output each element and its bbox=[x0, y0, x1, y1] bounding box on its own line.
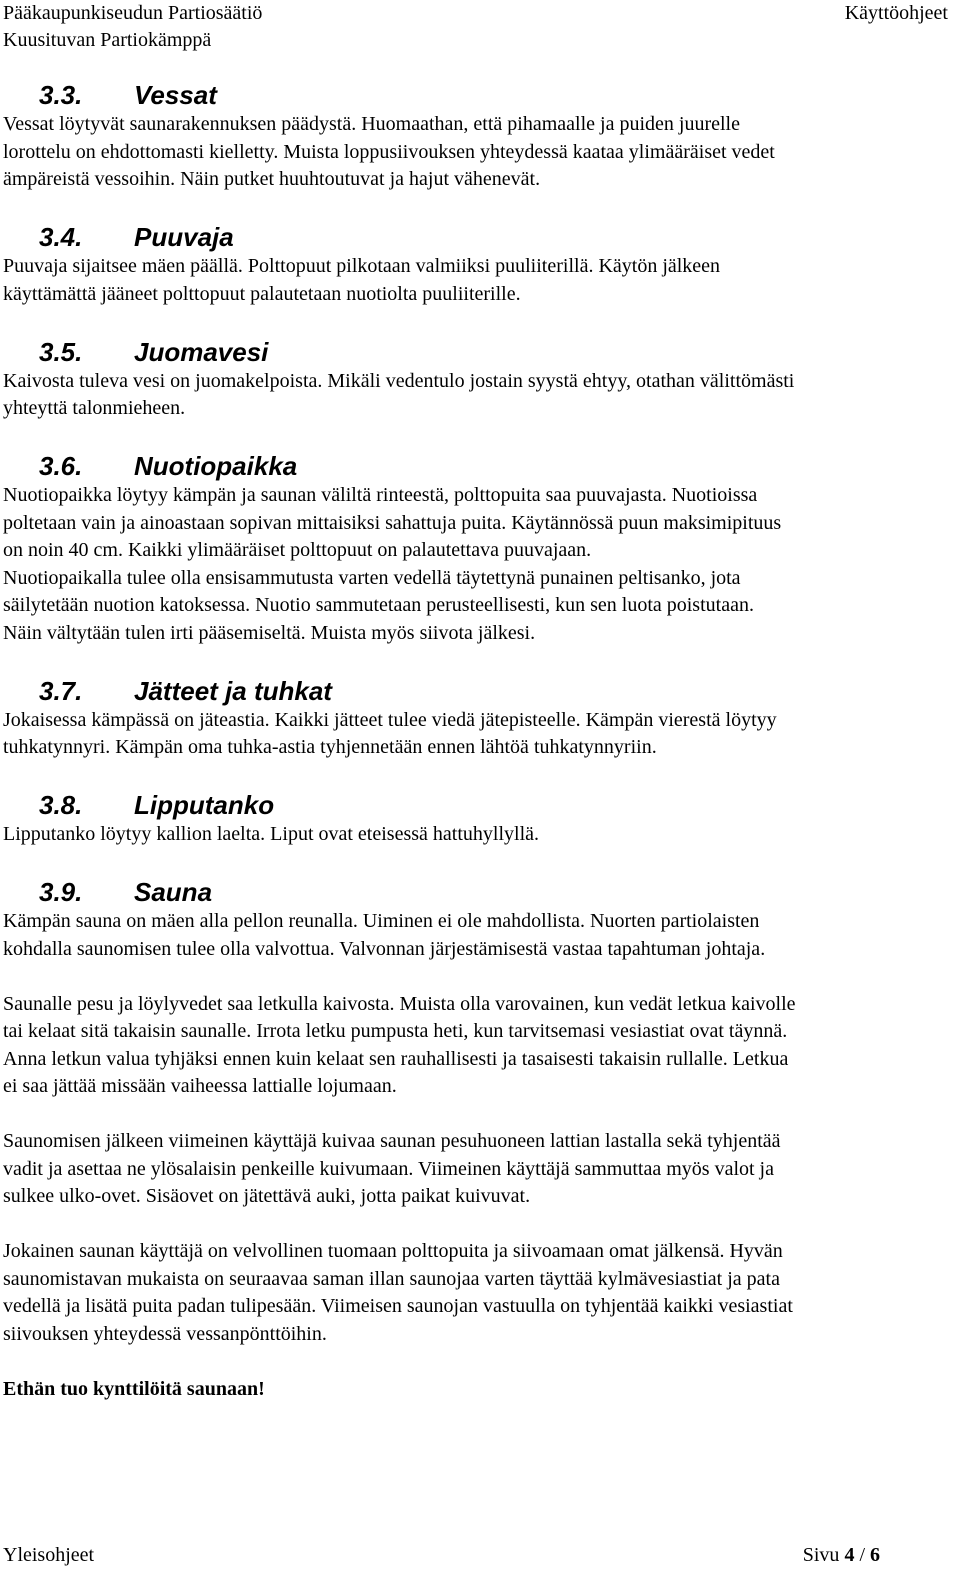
section-heading bbox=[3, 336, 958, 368]
section-3-6 bbox=[3, 450, 958, 647]
paragraph bbox=[3, 1128, 958, 1211]
section-number: 3.3. bbox=[39, 80, 83, 110]
section-number: 3.6. bbox=[39, 451, 83, 481]
section-heading bbox=[3, 450, 958, 482]
page-current: 4 bbox=[844, 1544, 855, 1566]
section-heading bbox=[3, 876, 958, 908]
page-number bbox=[803, 1542, 880, 1569]
section-3-5 bbox=[3, 336, 958, 423]
closing-note: Ethän tuo kynttilöitä saunaan! bbox=[3, 1377, 265, 1400]
section-number: 3.9. bbox=[39, 877, 83, 907]
header-site: Kuusituvan Partiokämppä bbox=[3, 29, 212, 51]
section-heading bbox=[3, 221, 958, 253]
section-number: 3.7. bbox=[39, 675, 83, 706]
text-line: Kaivosta tuleva vesi on juomakelpoista. Mikäli vedentulo jostain syystä ehtyy, otathan välittömästi bbox=[3, 369, 795, 392]
section-heading bbox=[3, 789, 958, 821]
page-header bbox=[3, 0, 948, 60]
section-title: Nuotiopaikka bbox=[134, 451, 298, 481]
section-3-9 bbox=[3, 876, 958, 1403]
paragraph bbox=[3, 482, 958, 647]
header-doc-type: Käyttöohjeet bbox=[844, 2, 948, 24]
paragraph bbox=[3, 368, 958, 423]
header-org: Pääkaupunkiseudun Partiosäätiö bbox=[3, 2, 263, 24]
text-line: kohdalla saunomisen tulee olla valvottua. Valvonnan järjestämisestä vastaa tapahtuman johtaja. bbox=[3, 937, 766, 960]
text-line: vadit ja asettaa ne ylösalaisin penkeille kuivumaan. Viimeinen käyttäjä sammuttaa myös valot ja bbox=[3, 1157, 774, 1180]
text-line: tuhkatynnyri. Kämpän oma tuhka-astia tyhjennetään ennen lähtöä tuhkatynnyriin. bbox=[3, 736, 657, 758]
section-title: Jätteet ja tuhkat bbox=[134, 675, 332, 706]
text-line: tai kelaat sitä takaisin saunalle. Irrota letku pumpusta heti, kun tarvitsemasi vesiastiat ovat täynnä. bbox=[3, 1020, 788, 1042]
header-left bbox=[3, 0, 262, 54]
section-3-3 bbox=[3, 79, 958, 194]
paragraph bbox=[3, 1238, 958, 1348]
text-line: poltetaan vain ja ainoastaan sopivan mittaisiksi sahattuja puita. Käytännössä puun maksimipituus bbox=[3, 511, 782, 534]
text-line: Nuotiopaikalla tulee olla ensisammutusta varten vedellä täytettynä punainen peltisanko, jota bbox=[3, 566, 741, 589]
section-title: Juomavesi bbox=[134, 336, 269, 367]
section-title: Puuvaja bbox=[134, 222, 234, 252]
section-number: 3.4. bbox=[39, 222, 83, 252]
page-separator: / bbox=[859, 1544, 865, 1566]
text-line: Nuotiopaikka löytyy kämpän ja saunan väliltä rinteestä, polttopuita saa puuvajasta. Nuotioissa bbox=[3, 484, 758, 506]
text-line: yhteyttä talonmieheen. bbox=[3, 397, 186, 419]
section-title: Lipputanko bbox=[134, 790, 275, 820]
text-line: Kämpän sauna on mäen alla pellon reunalla. Uiminen ei ole mahdollista. Nuorten partiolaisten bbox=[3, 910, 760, 932]
paragraph bbox=[3, 991, 958, 1101]
paragraph bbox=[3, 707, 958, 762]
paragraph bbox=[3, 253, 958, 308]
text-line: käyttämättä jääneet polttopuut palautetaan nuotiolta puuliiterille. bbox=[3, 282, 521, 305]
section-title: Sauna bbox=[134, 877, 213, 907]
text-line: Jokaisessa kämpässä on jäteastia. Kaikki jätteet tulee viedä jätepisteelle. Kämpän vierestä löytyy bbox=[3, 708, 777, 731]
text-line: siivouksen yhteydessä vessanpönttöihin. bbox=[3, 1322, 327, 1345]
paragraph bbox=[3, 821, 958, 849]
section-3-7 bbox=[3, 675, 958, 762]
text-line: Anna letkun valua tyhjäksi ennen kuin kelaat sen rauhallisesti ja tasaisesti takaisin rullalle. Letkua bbox=[3, 1047, 789, 1070]
text-line: säilytetään nuotion katoksessa. Nuotio sammutetaan perusteellisesti, kun sen luota poistutaan. bbox=[3, 594, 754, 616]
footer-section-name: Yleisohjeet bbox=[3, 1544, 95, 1566]
section-3-8 bbox=[3, 789, 958, 849]
text-line: saunomistavan mukaista on seuraavaa saman illan saunojaa varten täyttää kylmävesiastiat ja pata bbox=[3, 1267, 780, 1290]
text-line: Vessat löytyvät saunarakennuksen päädystä. Huomaathan, että pihamaalle ja puiden juurelle bbox=[3, 113, 740, 135]
text-line: on noin 40 cm. Kaikki ylimääräiset polttopuut on palautettava puuvajaan. bbox=[3, 539, 592, 561]
text-line: vedellä ja lisätä puita padan tulipesään. Viimeisen saunojan vastuulla on tyhjentää kaikki vesiastiat bbox=[3, 1295, 793, 1317]
text-line: Saunalle pesu ja löylyvedet saa letkulla kaivosta. Muista olla varovainen, kun vedät letkua kaivolle bbox=[3, 992, 796, 1015]
text-line: Puuvaja sijaitsee mäen päällä. Polttopuut pilkotaan valmiiksi puuliiterillä. Käytön jälkeen bbox=[3, 255, 721, 277]
section-heading bbox=[3, 675, 958, 707]
section-title: Vessat bbox=[134, 80, 217, 110]
section-number: 3.5. bbox=[39, 336, 83, 367]
text-line: sulkee ulko-ovet. Sisäovet on jätettävä auki, jotta paikat kuivuvat. bbox=[3, 1185, 531, 1207]
page-label: Sivu bbox=[802, 1544, 840, 1566]
text-line: Saunomisen jälkeen viimeinen käyttäjä kuivaa saunan pesuhuoneen lattian lastalla sekä tyhjentää bbox=[3, 1130, 781, 1152]
text-line: Jokainen saunan käyttäjä on velvollinen tuomaan polttopuita ja siivoamaan omat jälkensä. Hyvän bbox=[3, 1240, 783, 1262]
text-line: Näin vältytään tulen irti pääsemiseltä. Muista myös siivota jälkesi. bbox=[3, 621, 536, 644]
text-line: Lipputanko löytyy kallion laelta. Liput ovat eteisessä hattuhyllyllä. bbox=[3, 823, 539, 845]
document-body bbox=[3, 79, 958, 1403]
text-line: ei saa jättää missään vaiheessa lattialle lojumaan. bbox=[3, 1075, 397, 1097]
paragraph bbox=[3, 908, 958, 963]
section-3-4 bbox=[3, 221, 958, 308]
text-line: ämpäreistä vessoihin. Näin putket huuhtoutuvat ja hajut vähenevät. bbox=[3, 168, 541, 190]
text-line: lorottelu on ehdottomasti kielletty. Muista loppusiivouksen yhteydessä kaataa ylimääräiset vedet bbox=[3, 140, 775, 163]
page-total: 6 bbox=[870, 1544, 880, 1566]
paragraph bbox=[3, 111, 958, 194]
section-number: 3.8. bbox=[39, 790, 83, 820]
section-heading bbox=[3, 79, 958, 111]
